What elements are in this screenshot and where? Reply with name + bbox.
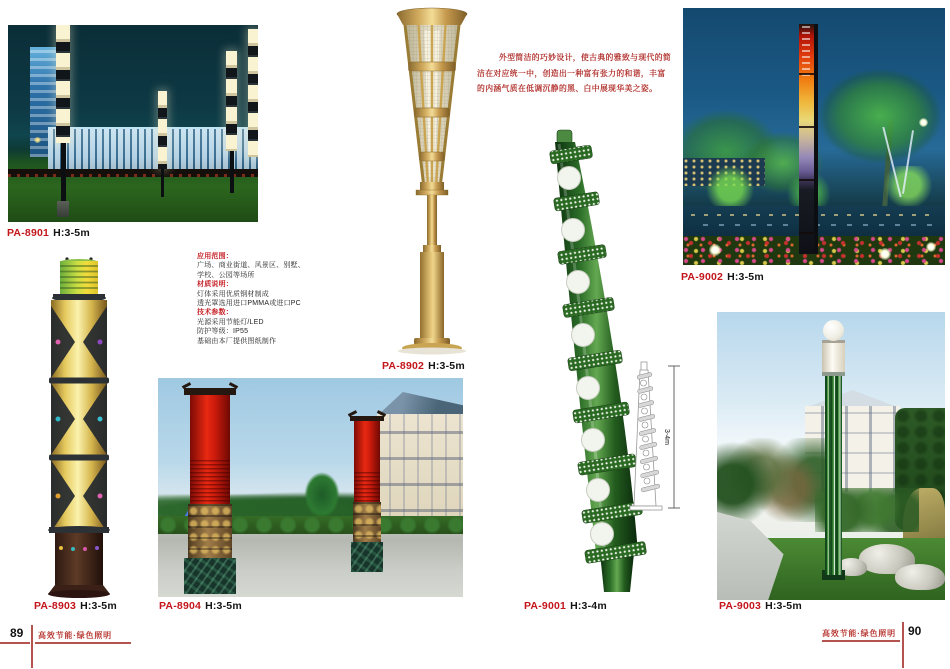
trees-left bbox=[717, 438, 829, 522]
spec-block bbox=[197, 252, 337, 346]
street-light-glow bbox=[34, 137, 41, 143]
lamp-pole bbox=[161, 169, 164, 197]
footer-rule bbox=[35, 642, 131, 644]
lamp-base bbox=[48, 526, 110, 598]
product-height: H:3-5m bbox=[428, 360, 465, 372]
column-ribs bbox=[190, 460, 230, 504]
spec-heading-application: 应用范围： bbox=[197, 253, 233, 260]
segment-lamp-post bbox=[226, 51, 237, 151]
spec-line: 学校、公园等场所 bbox=[197, 271, 255, 279]
product-code: PA-8903 bbox=[34, 600, 77, 612]
segment-lamp-post bbox=[248, 29, 258, 157]
lamp-pole bbox=[61, 143, 66, 201]
spec-line: 透光罩选用进口PMMA或进口PC bbox=[197, 300, 301, 308]
globe-light bbox=[709, 244, 721, 256]
footer-rule bbox=[822, 640, 900, 642]
street-light-glow bbox=[919, 118, 928, 127]
footer-slogan-right: 高效节能·绿色照明 bbox=[822, 629, 896, 638]
residential-building bbox=[377, 414, 463, 528]
globe-lamp bbox=[823, 320, 844, 341]
photo-pa-9003 bbox=[717, 312, 945, 600]
rainbow-light-column bbox=[799, 24, 818, 254]
product-image-pa-8903 bbox=[20, 256, 138, 600]
product-label-pa-8901 bbox=[7, 227, 90, 239]
page-number-right: 90 bbox=[908, 624, 922, 638]
product-label-pa-8902 bbox=[382, 360, 465, 372]
spec-line: 光源采用节能灯/LED bbox=[197, 318, 264, 326]
product-code: PA-9001 bbox=[524, 600, 567, 612]
building-roof bbox=[377, 392, 463, 416]
product-label-pa-8904 bbox=[159, 600, 242, 612]
product-code: PA-8902 bbox=[382, 360, 425, 372]
intro-line: 的内涵气质在低调沉静的黑、白中展现华美之姿。 bbox=[477, 84, 658, 93]
intro-text bbox=[477, 50, 673, 97]
lamp-pole bbox=[230, 151, 234, 193]
lamp-pole bbox=[416, 182, 448, 338]
lamp-head bbox=[397, 8, 467, 184]
product-code: PA-9003 bbox=[719, 600, 762, 612]
photo-pa-8904 bbox=[158, 378, 463, 597]
footer-rule bbox=[902, 622, 904, 668]
segment-lamp-post bbox=[158, 91, 167, 169]
column-ribs bbox=[354, 472, 380, 502]
product-label-pa-9003 bbox=[719, 600, 802, 612]
footer-rule bbox=[0, 642, 30, 644]
product-code: PA-8904 bbox=[159, 600, 202, 612]
intro-line: 外型简洁的巧妙设计，使古典的雅致与现代的简 bbox=[499, 53, 672, 62]
lamp-body bbox=[49, 294, 109, 532]
footer-slogan-left: 高效节能·绿色照明 bbox=[38, 631, 112, 640]
spec-heading-material: 材质说明： bbox=[197, 281, 233, 289]
page-number-left: 89 bbox=[10, 626, 24, 640]
bronze-carved-band bbox=[353, 502, 381, 542]
white-cylinder-lamp bbox=[822, 340, 845, 376]
spec-line: 灯体采用优质钢材制成 bbox=[197, 290, 269, 298]
product-height: H:3-5m bbox=[80, 600, 117, 612]
green-tube-pole bbox=[825, 375, 842, 575]
bronze-carved-band bbox=[188, 504, 232, 558]
product-label-pa-9002 bbox=[681, 271, 764, 283]
spec-heading-technical: 技术参数： bbox=[197, 309, 233, 317]
intro-line: 洁在对应统一中，创造出一种富有张力的和谐，丰富 bbox=[477, 68, 666, 78]
dimension-diagram-pa-9001 bbox=[620, 356, 684, 532]
spec-line: 广场、商业街道、风景区、别墅、 bbox=[197, 262, 305, 270]
product-label-pa-9001 bbox=[524, 600, 607, 612]
product-height: H:3-5m bbox=[205, 600, 242, 612]
footer-rule bbox=[31, 625, 33, 668]
globe-light bbox=[926, 242, 936, 252]
photo-pa-9002 bbox=[683, 8, 945, 265]
dimension-label: 3-4m bbox=[663, 429, 670, 445]
spec-line: 基础由本厂提供图纸制作 bbox=[197, 337, 277, 345]
product-height: H:3-5m bbox=[53, 227, 90, 239]
product-height: H:3-5m bbox=[727, 271, 764, 283]
column-cap bbox=[184, 388, 236, 395]
segment-lamp-post bbox=[56, 25, 70, 143]
product-label-pa-8903 bbox=[34, 600, 117, 612]
product-height: H:3-5m bbox=[765, 600, 802, 612]
spec-line: 防护等级：IP55 bbox=[197, 328, 249, 336]
lamp-base bbox=[398, 338, 466, 355]
globe-light bbox=[879, 248, 891, 260]
marble-base bbox=[351, 542, 383, 572]
product-height: H:3-4m bbox=[570, 600, 607, 612]
road-strip bbox=[8, 169, 258, 177]
product-code: PA-9002 bbox=[681, 271, 724, 283]
lamp-base bbox=[57, 201, 69, 217]
diagram-pole-outline bbox=[630, 362, 662, 510]
water-reflection bbox=[703, 224, 933, 226]
photo-pa-8901 bbox=[8, 25, 258, 222]
marble-base bbox=[184, 558, 236, 594]
rock bbox=[895, 564, 945, 590]
product-code: PA-8901 bbox=[7, 227, 50, 239]
lamp-cap bbox=[60, 257, 98, 294]
product-image-pa-8902 bbox=[378, 2, 486, 356]
